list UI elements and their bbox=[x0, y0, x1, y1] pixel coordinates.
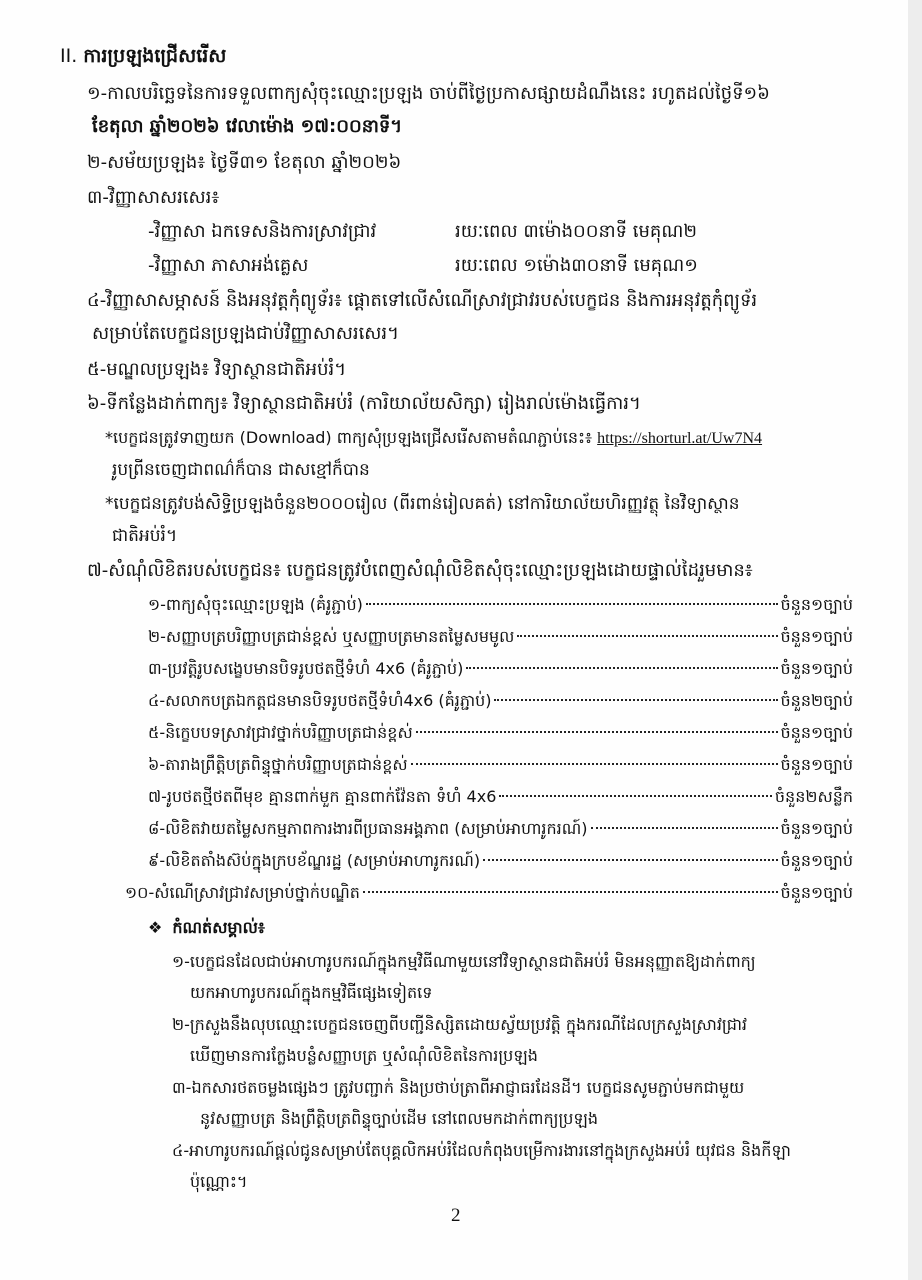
notes-title: កំណត់សម្គាល់៖ bbox=[172, 918, 265, 937]
item-6-note-2-line-2: ជាតិអប់រំ។ bbox=[112, 526, 178, 546]
list-item bbox=[148, 848, 853, 874]
document-label: ៦-តារាងព្រឹត្តិបត្រពិន្ទុថ្នាក់បរិញ្ញាបត្រជាន់ខ្ពស់ bbox=[148, 755, 408, 774]
list-item bbox=[148, 752, 853, 778]
section-heading bbox=[60, 42, 226, 70]
item-2-exam-date: ២-សម័យប្រឡង៖ ថ្ងៃទី៣១ ខែតុលា ឆ្នាំ២០២៦ bbox=[87, 152, 402, 173]
document-label: ៣-ប្រវត្តិរូបសង្ខេបមានបិទរូបថតថ្មីទំហំ 4x6 (គំរូភ្ជាប់) bbox=[148, 659, 464, 678]
document-label: ៧-រូបថតថ្មីថតពីមុខ គ្មានពាក់មួក គ្មានពាក់វ៉ែនតា ទំហំ 4x6 bbox=[148, 787, 497, 806]
dotted-leader bbox=[466, 667, 777, 669]
list-item bbox=[148, 784, 853, 810]
list-item bbox=[148, 688, 853, 714]
item-6-application-place: ៦-ទីកន្លែងដាក់ពាក្យ៖ វិទ្យាស្ថានជាតិអប់រំ (ការិយាល័យសិក្សា) រៀងរាល់ម៉ោងធ្វើការ។ bbox=[87, 393, 641, 414]
document-count: ចំនួន២ច្បាប់ bbox=[780, 691, 853, 710]
document-count: ចំនួន១ច្បាប់ bbox=[780, 723, 853, 742]
dotted-leader bbox=[591, 827, 778, 829]
list-item bbox=[148, 656, 853, 682]
document-count: ចំនួន១ច្បាប់ bbox=[780, 851, 853, 870]
item-3-subject-2-name: -វិញ្ញាសា ភាសាអង់គ្លេស bbox=[148, 255, 309, 276]
document-count: ចំនួន១ច្បាប់ bbox=[780, 883, 853, 902]
diamond-bullet-icon: ❖ bbox=[148, 918, 163, 937]
dotted-leader bbox=[517, 635, 777, 637]
document-label: ១០-សំណើស្រាវជ្រាវសម្រាប់ថ្នាក់បណ្ឌិត bbox=[125, 883, 360, 902]
document-count: ចំនួន១ច្បាប់ bbox=[780, 627, 853, 646]
document-count: ចំនួន១ច្បាប់ bbox=[780, 819, 853, 838]
note-4-line-2: ប៉ុណ្ណោះ។ bbox=[190, 1172, 248, 1191]
section-number: II. bbox=[60, 45, 78, 67]
document-count: ចំនួន១ច្បាប់ bbox=[780, 755, 853, 774]
document-label: ២-សញ្ញាបត្របរិញ្ញាបត្រជាន់ខ្ពស់ ឬសញ្ញាបត្រមានតម្លៃសមមូល bbox=[148, 627, 515, 646]
item-3-subject-1-time: រយៈពេល ៣ម៉ោង០០នាទី មេគុណ២ bbox=[455, 221, 697, 242]
dotted-leader bbox=[363, 891, 778, 893]
list-item bbox=[148, 720, 853, 746]
dotted-leader bbox=[483, 859, 777, 861]
item-4-line-1: ៤-វិញ្ញាសាសម្ភាសន៍ និងអនុវត្តកុំព្យូទ័រ៖ ផ្តោតទៅលើសំណើស្រាវជ្រាវរបស់បេក្ខជន និងការអនុវត្តកុំព្យូទ័រ bbox=[87, 290, 758, 311]
note-3-line-1: ៣-ឯកសារថតចម្លងផ្សេងៗ ត្រូវបញ្ជាក់ និងប្រថាប់ត្រាពីអាជ្ញាធរដែនដី។ បេក្ខជនសូមភ្ជាប់មកជាមួយ bbox=[172, 1078, 745, 1097]
item-3-subject-2-time: រយៈពេល ១ម៉ោង៣០នាទី មេគុណ១ bbox=[455, 255, 698, 276]
document-label: ៩-លិខិតតាំងស៊ប់ក្នុងក្របខ័ណ្ឌរដ្ឋ (សម្រាប់អាហារូករណ៍) bbox=[148, 851, 481, 870]
note-3-line-2: នូវសញ្ញាបត្រ និងព្រឹត្តិបត្រពិន្ទុច្បាប់ដើម នៅពេលមកដាក់ពាក្យប្រឡង bbox=[200, 1109, 598, 1128]
dotted-leader bbox=[499, 795, 772, 797]
item-6-note-1-line-2: រូបព្រីនចេញជាពណ៌ក៏បាន ជាសខ្មៅក៏បាន bbox=[112, 460, 370, 480]
item-1-line-2: ខែតុលា ឆ្នាំ២០២៦ វេលាម៉ោង ១៧:០០នាទី។ bbox=[92, 116, 403, 137]
item-6-note-2-line-1: *បេក្ខជនត្រូវបង់សិទ្ធិប្រឡងចំនួន២០០០រៀល (ពីរពាន់រៀលគត់) នៅការិយាល័យហិរញ្ញវត្ថុ នៃវិទ្យាស្ថាន bbox=[105, 494, 740, 514]
document-label: ៨-លិខិតវាយតម្លៃសកម្មភាពការងារពីប្រធានអង្គភាព (សម្រាប់អាហារូករណ៍) bbox=[148, 819, 588, 838]
item-5-exam-center: ៥-មណ្ឌលប្រឡង៖ វិទ្យាស្ថានជាតិអប់រំ។ bbox=[87, 359, 347, 380]
page-number: 2 bbox=[451, 1205, 461, 1226]
dotted-leader bbox=[494, 699, 777, 701]
item-6-note-1-line-1 bbox=[105, 424, 762, 453]
list-item bbox=[148, 816, 853, 842]
item-7-documents-heading: ៧-សំណុំលិខិតរបស់បេក្ខជន៖ បេក្ខជនត្រូវបំពេញសំណុំលិខិតសុំចុះឈ្មោះប្រឡងដោយផ្ទាល់ដៃរួមមាន៖ bbox=[87, 560, 753, 581]
document-count: ចំនួន១ច្បាប់ bbox=[780, 659, 853, 678]
document-label: ៤-សលាកបត្រឯកត្តជនមានបិទរូបថតថ្មីទំហំ4x6 (គំរូភ្ជាប់) bbox=[148, 691, 492, 710]
download-instruction: *បេក្ខជនត្រូវទាញយក (Download) ពាក្យសុំប្រឡងជ្រើសរើសតាមតំណភ្ជាប់នេះ៖ bbox=[105, 428, 593, 447]
download-link[interactable]: https://shorturl.at/Uw7N4 bbox=[597, 430, 763, 447]
list-item bbox=[148, 624, 853, 650]
section-title: ការប្រឡងជ្រើសរើស bbox=[83, 45, 227, 67]
item-3-subject-1-name: -វិញ្ញាសា ឯកទេសនិងការស្រាវជ្រាវ bbox=[148, 221, 377, 242]
list-item bbox=[125, 880, 853, 906]
note-1-line-1: ១-បេក្ខជនដែលជាប់អាហារូបករណ៍ក្នុងកម្មវិធីណាមួយនៅវិទ្យាស្ថានជាតិអប់រំ មិនអនុញ្ញាតឱ្យដាក់ពាក្យ bbox=[172, 952, 756, 971]
item-3-written-exam: ៣-វិញ្ញាសាសរសេរ៖ bbox=[87, 187, 220, 208]
document-count: ចំនួន២សន្លឹក bbox=[774, 787, 853, 806]
note-1-line-2: យកអាហារូបករណ៍ក្នុងកម្មវិធីផ្សេងទៀតទេ bbox=[190, 983, 433, 1002]
item-1-line-1: ១-កាលបរិច្ឆេទនៃការទទួលពាក្យសុំចុះឈ្មោះប្រឡង ចាប់ពីថ្ងៃប្រកាសផ្សាយដំណឹងនេះ រហូតដល់ថ្ងៃទី១៦ bbox=[87, 83, 770, 104]
item-4-line-2: សម្រាប់តែបេក្ខជនប្រឡងជាប់វិញ្ញាសាសរសេរ។ bbox=[92, 323, 400, 344]
document-count: ចំនួន១ច្បាប់ bbox=[780, 595, 853, 614]
note-4-line-1: ៤-អាហារូបករណ៍ផ្តល់ជូនសម្រាប់តែបុគ្គលិកអប់រំដែលកំពុងបម្រើការងារនៅក្នុងក្រសួងអប់រំ យុវជន និងកីឡា bbox=[172, 1141, 791, 1160]
dotted-leader bbox=[366, 603, 778, 605]
document-label: ១-ពាក្យសុំចុះឈ្មោះប្រឡង (គំរូភ្ជាប់) bbox=[148, 595, 363, 614]
document-label: ៥-និក្ខេបបទស្រាវជ្រាវថ្នាក់បរិញ្ញាបត្រជាន់ខ្ពស់ bbox=[148, 723, 413, 742]
note-2-line-1: ២-ក្រសួងនឹងលុបឈ្មោះបេក្ខជនចេញពីបញ្ជីនិស្សិតដោយស្វ័យប្រវត្តិ ក្នុងករណីដែលក្រសួងស្រាវជ្រាវ bbox=[172, 1015, 747, 1034]
dotted-leader bbox=[411, 763, 778, 765]
dotted-leader bbox=[416, 731, 778, 733]
note-2-line-2: ឃើញមានការក្លែងបន្លំសញ្ញាបត្រ ឬសំណុំលិខិតនៃការប្រឡង bbox=[190, 1046, 538, 1065]
notes-heading bbox=[148, 914, 265, 942]
list-item bbox=[148, 592, 853, 618]
